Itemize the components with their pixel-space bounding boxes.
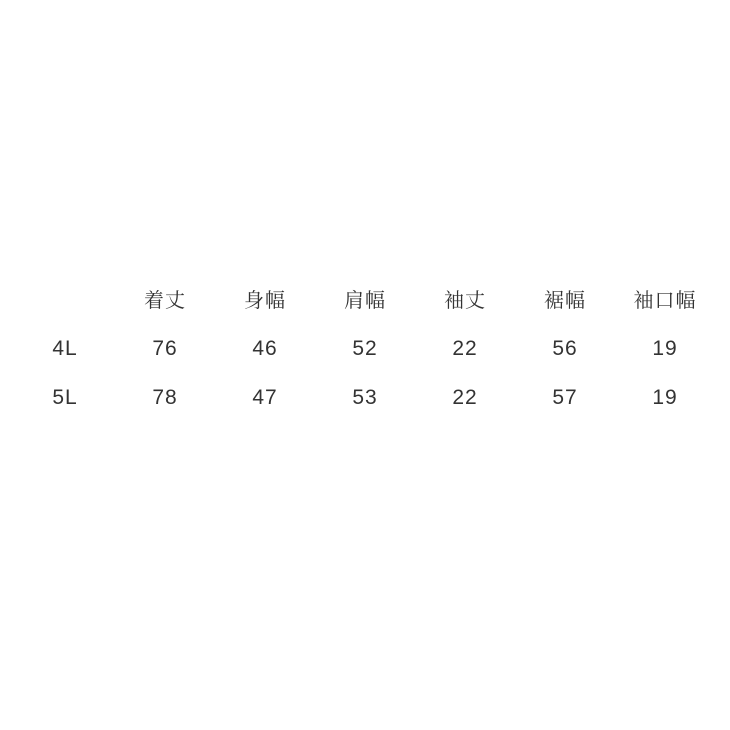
cell-5l-cuff-width: 19 xyxy=(652,385,678,409)
cell-4l-hem-width: 56 xyxy=(552,336,578,360)
cell-4l-body-width: 46 xyxy=(252,336,278,360)
size-table xyxy=(15,272,715,422)
cell-5l-hem-width: 57 xyxy=(552,385,578,409)
cell-5l-sleeve-length: 22 xyxy=(452,385,478,409)
row-label-5l: 5L xyxy=(52,385,78,409)
column-header-sleeve-length: 袖丈 xyxy=(444,289,486,312)
size-table-body xyxy=(15,324,715,422)
cell-4l-body-length: 76 xyxy=(152,336,178,360)
row-label-4l: 4L xyxy=(52,336,78,360)
size-table-container xyxy=(0,272,730,422)
column-header-cuff-width: 袖口幅 xyxy=(633,289,697,312)
table-header-row xyxy=(15,272,715,324)
cell-4l-sleeve-length: 22 xyxy=(452,336,478,360)
table-row xyxy=(15,373,715,422)
column-header-body-width: 身幅 xyxy=(244,289,286,312)
column-header-body-length: 着丈 xyxy=(144,289,186,312)
size-table-header xyxy=(15,272,715,324)
cell-4l-shoulder-width: 52 xyxy=(352,336,378,360)
column-header-hem-width: 裾幅 xyxy=(544,289,586,312)
cell-4l-cuff-width: 19 xyxy=(652,336,678,360)
column-header-shoulder-width: 肩幅 xyxy=(344,289,386,312)
cell-5l-body-width: 47 xyxy=(252,385,278,409)
table-row xyxy=(15,324,715,373)
cell-5l-body-length: 78 xyxy=(152,385,178,409)
column-header-corner xyxy=(15,272,115,324)
cell-5l-shoulder-width: 53 xyxy=(352,385,378,409)
